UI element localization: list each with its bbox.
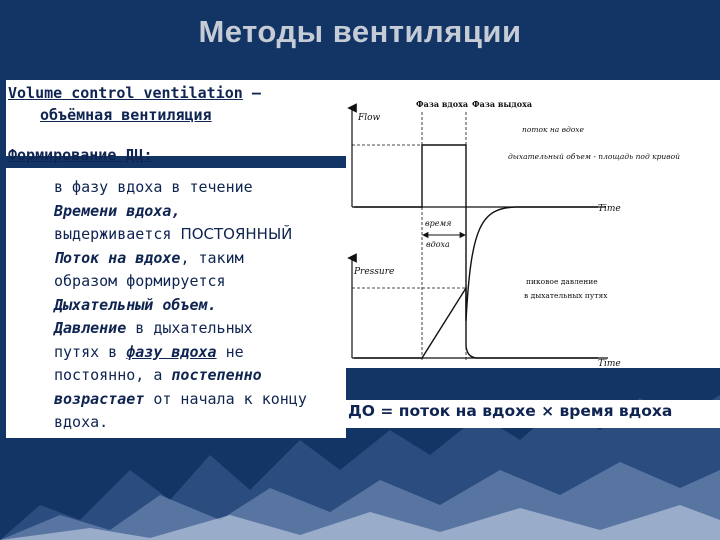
intro-dash: – <box>242 84 261 102</box>
flow-pressure-graph <box>346 96 720 368</box>
body-line: постоянно, а постепенно <box>54 366 262 384</box>
intro-english-term: Volume control ventilation <box>8 84 243 102</box>
intro-russian-term: объёмная вентиляция <box>40 106 212 124</box>
tidal-volume-formula: ДО = поток на вдохе × время вдоха <box>348 402 673 420</box>
body-line: Давление в дыхательных <box>54 319 253 337</box>
body-line: выдерживается ПОСТОЯННЫЙ <box>54 225 293 243</box>
peak-pressure-label-2: в дыхательных путях <box>524 291 608 300</box>
inhale-arrow-label: вдоха <box>426 240 450 249</box>
inspiratory-flow-label: поток на вдохе <box>522 125 584 134</box>
tidal-volume-label: дыхательный объем - площадь под кривой <box>508 152 680 161</box>
phase-exhale-label: Фаза выдоха <box>472 99 533 109</box>
body-line: Дыхательный объем. <box>54 295 217 314</box>
subheading: Формирование ДЦ: <box>8 146 153 164</box>
body-line-overflow: возрастает от начала к концу <box>54 389 307 408</box>
time-arrow-label: время <box>425 219 452 228</box>
pressure-axis-label: Pressure <box>354 267 395 277</box>
slide-title: Методы вентиляции <box>198 14 522 49</box>
ventilation-diagram <box>346 96 720 368</box>
body-line: путях в фазу вдоха не <box>54 342 244 361</box>
body-line: образом формируется <box>54 272 226 290</box>
body-line: Времени вдоха, <box>54 201 181 220</box>
body-line: Поток на вдохе, таким <box>54 248 244 267</box>
intro-heading <box>8 82 261 126</box>
peak-pressure-label-1: пиковое давление <box>526 277 598 286</box>
body-line: в фазу вдоха в течение <box>54 178 253 196</box>
flow-time-label: Time <box>598 204 621 214</box>
phase-inhale-label: Фаза вдоха <box>416 99 469 109</box>
flow-axis-label: Flow <box>358 113 381 123</box>
pressure-time-label: Time <box>598 359 621 368</box>
body-line: вдоха. <box>54 413 109 431</box>
